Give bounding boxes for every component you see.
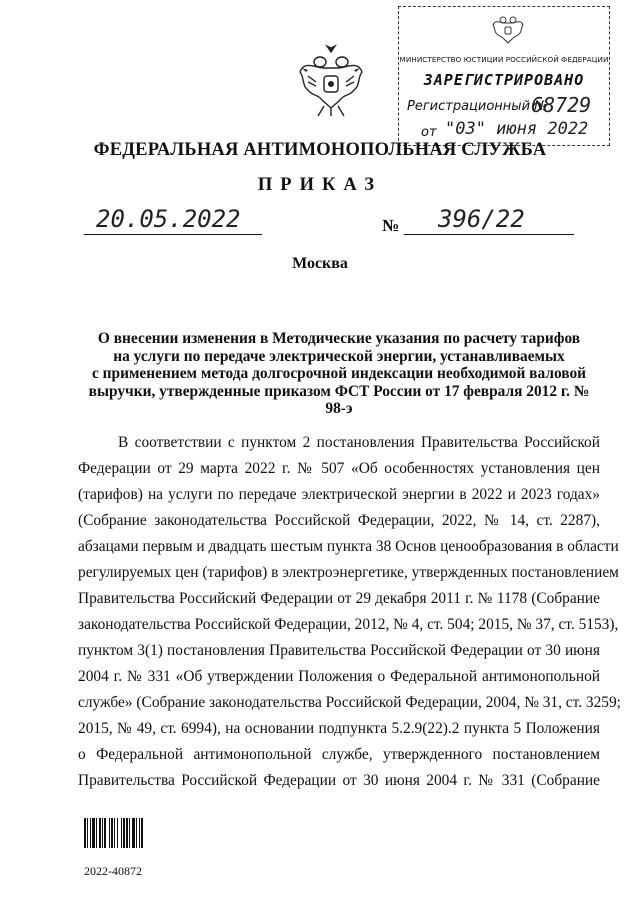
barcode-number: 2022-40872	[84, 864, 142, 878]
stamp-registered-text: ЗАРЕГИСТРИРОВАНО	[423, 71, 585, 89]
agency-title: ФЕДЕРАЛЬНАЯ АНТИМОНОПОЛЬНАЯ СЛУЖБА	[93, 140, 547, 160]
barcode-bar	[84, 818, 86, 848]
barcode-bar	[102, 818, 103, 848]
barcode-bar	[111, 818, 113, 848]
barcode-bar	[121, 818, 122, 848]
barcode-bar	[114, 818, 115, 848]
body-line: абзацами первым и двадцать шестым пункта 38 Основ ценообразования в области	[78, 538, 619, 555]
number-label: №	[382, 216, 400, 235]
body-line: Правительства Российский Федерации от 29 декабря 2011 г. № 1178 (Собрание	[78, 590, 600, 607]
body-line: службе» (Собрание законодательства Российской Федерации, 2004, № 31, ст. 3259;	[78, 694, 621, 711]
barcode-bar	[117, 818, 118, 848]
barcode-bar	[96, 818, 97, 848]
body-line: (тарифов) на услуги по передаче электрической энергии в 2022 и 2023 годах»	[78, 486, 600, 503]
order-date: 20.05.2022	[96, 205, 241, 233]
heading-line: на услуги по передаче электрической энергии, устанавливаемых	[113, 347, 565, 365]
barcode-bar	[123, 818, 125, 848]
stamp-date-label: от	[421, 125, 437, 140]
stamp-reg-number: 68729	[531, 93, 592, 117]
barcode-bar	[132, 818, 135, 848]
body-line: о Федеральной антимонопольной службе, утвержденного постановлением	[78, 746, 600, 763]
body-line: 2015, № 49, ст. 6994), на основании подпункта 5.2.9(22).2 пункта 5 Положения	[78, 720, 600, 737]
body-line: В соответствии с пунктом 2 постановления Правительства Российской	[118, 434, 600, 451]
body-line: законодательства Российской Федерации, 2012, № 4, ст. 504; 2015, № 37, ст. 5153),	[78, 616, 619, 633]
stamp-reg-label: Регистрационный №	[407, 99, 548, 114]
barcode-bar	[99, 818, 101, 848]
body-line: Федерации от 29 марта 2022 г. № 507 «Об особенностях установления цен	[78, 460, 600, 477]
barcode-bar	[87, 818, 88, 848]
barcode-bar	[126, 818, 128, 848]
body-line: (Собрание законодательства Российской Федерации, 2022, № 14, ст. 2287),	[78, 512, 600, 529]
date-underline	[84, 234, 262, 235]
order-heading	[78, 330, 600, 418]
registration-stamp	[398, 6, 610, 146]
body-text	[78, 430, 621, 794]
barcode-bar	[136, 818, 137, 848]
barcode-bar	[92, 818, 95, 848]
barcode-bar	[139, 818, 140, 848]
barcode	[84, 818, 172, 848]
stamp-ministry-text: МИНИСТЕРСТВО ЮСТИЦИИ РОССИЙСКОЙ ФЕДЕРАЦИИ	[399, 55, 609, 64]
barcode-bar	[90, 818, 91, 848]
city: Москва	[292, 255, 348, 272]
body-line: пунктом 3(1) постановления Правительства Российской Федерации от 30 июня	[78, 642, 600, 659]
barcode-bar	[109, 818, 110, 848]
heading-line: выручки, утвержденные приказом ФСТ России от 17 февраля 2012 г. № 98-э	[88, 382, 590, 417]
number-underline	[404, 234, 574, 235]
body-line: регулируемых цен (тарифов) в электроэнергетике, утвержденных постановлением	[78, 564, 619, 581]
heading-line: с применением метода долгосрочной индексации необходимой валовой	[91, 365, 587, 382]
stamp-emblem-icon	[491, 11, 525, 49]
barcode-bar	[141, 818, 143, 848]
heading-line: О внесении изменения в Методические указания по расчету тарифов	[97, 330, 581, 347]
body-line: Правительства Российской Федерации от 30 июня 2004 г. № 331 (Собрание	[78, 772, 600, 789]
barcode-bar	[129, 818, 130, 848]
barcode-bar	[104, 818, 106, 848]
stamp-date-value: "03" июня 2022	[445, 119, 589, 139]
body-line: 2004 г. № 331 «Об утверждении Положения о Федеральной антимонопольной	[78, 668, 600, 685]
order-number: 396/22	[438, 205, 525, 233]
document-type: ПРИКАЗ	[257, 175, 383, 195]
coat-of-arms-emblem	[294, 42, 368, 120]
